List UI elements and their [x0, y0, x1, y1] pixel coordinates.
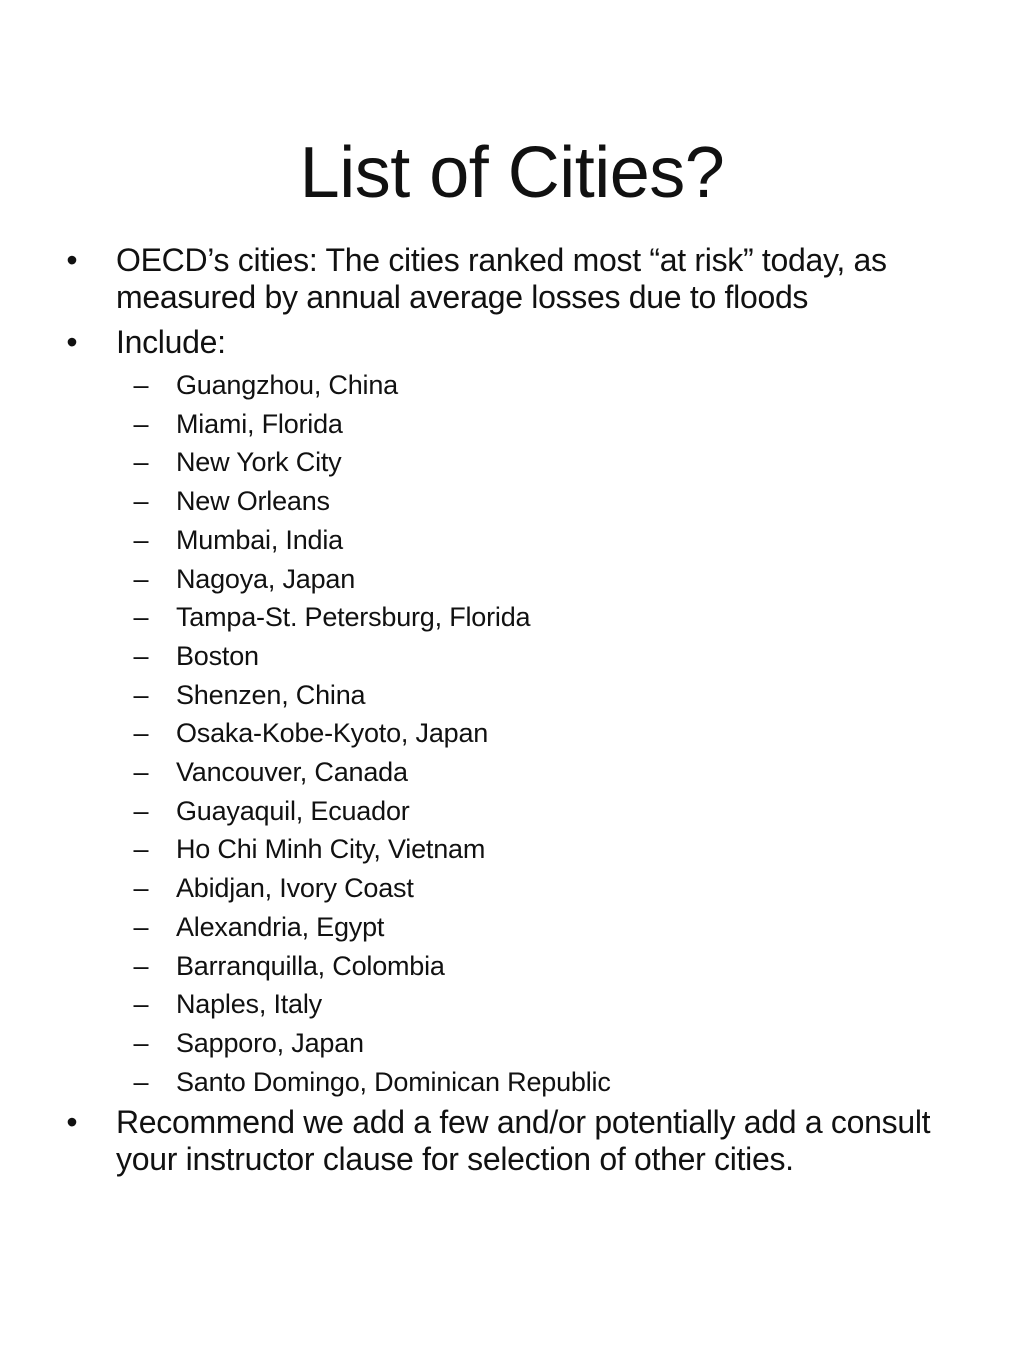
sub-bullet-marker: –	[133, 1066, 149, 1097]
bullet-text-include: Include:	[116, 324, 226, 360]
city-name: New Orleans	[176, 486, 330, 517]
sub-bullet-marker: –	[133, 989, 149, 1020]
sub-bullet-marker: –	[133, 640, 149, 671]
bullet-marker: •	[66, 1104, 78, 1140]
sub-bullet-marker: –	[133, 795, 149, 826]
city-list-item	[0, 714, 1024, 752]
city-name: Tampa-St. Petersburg, Florida	[176, 602, 531, 633]
sub-bullet-marker: –	[133, 873, 149, 904]
city-list-item	[0, 366, 1024, 404]
city-list-item	[0, 482, 1024, 520]
city-name: Sapporo, Japan	[176, 1027, 364, 1058]
city-list-item	[0, 405, 1024, 443]
sub-bullet-marker: –	[133, 524, 149, 555]
sub-bullet-marker: –	[133, 447, 149, 478]
sub-bullet-marker: –	[133, 718, 149, 749]
city-name: Abidjan, Ivory Coast	[176, 873, 414, 904]
sub-bullet-marker: –	[133, 1027, 149, 1058]
city-list-item	[0, 637, 1024, 675]
city-list-item	[0, 443, 1024, 481]
city-name: Alexandria, Egypt	[176, 911, 385, 942]
city-list-item	[0, 869, 1024, 907]
bullet-text-oecd: OECD’s cities: The cities ranked most “at risk” today, as measured by annual average losses due to floods	[116, 242, 887, 315]
city-name: Santo Domingo, Dominican Republic	[176, 1066, 611, 1097]
sub-bullet-marker: –	[133, 834, 149, 865]
slide-title: List of Cities?	[299, 133, 725, 213]
sub-bullet-marker: –	[133, 679, 149, 710]
sub-bullet-marker: –	[133, 370, 149, 400]
sub-bullet-marker: –	[133, 950, 149, 981]
city-list-item	[0, 560, 1024, 598]
city-name: Boston	[176, 640, 259, 671]
bullet-marker: •	[66, 324, 78, 360]
city-name: Nagoya, Japan	[176, 563, 356, 594]
sub-bullet-marker: –	[133, 563, 149, 594]
city-list-item	[0, 947, 1024, 985]
city-list-item	[0, 830, 1024, 868]
city-list-item	[0, 1063, 1024, 1101]
city-list-item	[0, 792, 1024, 830]
city-name: Miami, Florida	[176, 408, 343, 439]
bullet-marker: •	[66, 242, 78, 278]
city-list-item	[0, 598, 1024, 636]
sub-bullet-marker: –	[133, 408, 149, 439]
bullet-text-recommend: Recommend we add a few and/or potentially add a consult your instructor clause for selection of other cities.	[116, 1104, 931, 1177]
city-name: Naples, Italy	[176, 989, 322, 1020]
sub-bullet-marker: –	[133, 486, 149, 517]
city-name: Mumbai, India	[176, 524, 343, 555]
city-name: New York City	[176, 447, 342, 478]
city-list-item	[0, 985, 1024, 1023]
sub-bullet-marker: –	[133, 602, 149, 633]
city-name: Barranquilla, Colombia	[176, 950, 445, 981]
city-list-item	[0, 1024, 1024, 1062]
city-name: Vancouver, Canada	[176, 757, 408, 787]
city-name: Guayaquil, Ecuador	[176, 795, 410, 826]
sub-bullet-marker: –	[133, 757, 149, 787]
sub-bullet-marker: –	[133, 911, 149, 942]
city-name: Guangzhou, China	[176, 370, 398, 400]
city-list-item	[0, 521, 1024, 559]
city-name: Ho Chi Minh City, Vietnam	[176, 834, 486, 865]
city-name: Shenzen, China	[176, 679, 366, 710]
city-list-item	[0, 753, 1024, 791]
city-list-item	[0, 676, 1024, 714]
city-name: Osaka-Kobe-Kyoto, Japan	[176, 718, 489, 749]
city-list-item	[0, 908, 1024, 946]
